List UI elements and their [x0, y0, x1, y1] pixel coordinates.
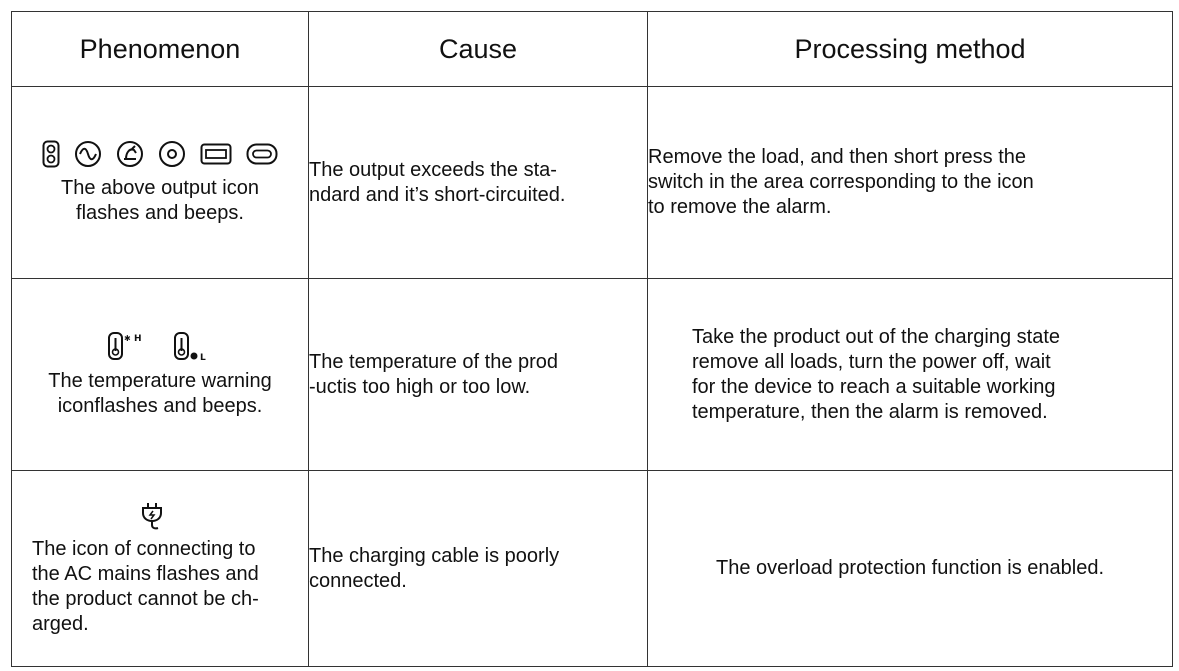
- table-row: [12, 279, 1173, 471]
- phenomenon-line: The icon of connecting to: [32, 537, 256, 560]
- cause-cell: [309, 279, 648, 471]
- cause-line: ndard and it’s short-circuited.: [309, 183, 566, 206]
- cause-line: The temperature of the prod: [309, 350, 559, 373]
- method-line: The overload protection function is enabled.: [715, 557, 1105, 579]
- output-icons: [12, 140, 308, 168]
- phenomenon-cell: [12, 471, 309, 667]
- table-header-row: [12, 12, 1173, 87]
- method-line: to remove the alarm.: [648, 196, 832, 218]
- phenomenon-line: The temperature warning: [48, 369, 272, 392]
- high-label: H: [134, 333, 142, 344]
- usb-c-icon: [246, 143, 278, 165]
- phenomenon-cell: [12, 87, 309, 279]
- cause-line: -uctis too high or too low.: [309, 375, 531, 398]
- usb-a-icon: [200, 143, 232, 165]
- header-cause: Cause: [309, 12, 648, 87]
- table-row: [12, 87, 1173, 279]
- method-cell: [648, 279, 1173, 471]
- ac-plug-icon: [140, 501, 164, 531]
- phenomenon-line: the product cannot be ch-: [32, 587, 259, 610]
- method-line: temperature, then the alarm is removed.: [692, 400, 1048, 423]
- phenomenon-line: flashes and beeps.: [76, 201, 244, 224]
- header-method: Processing method: [648, 12, 1173, 87]
- cause-line: connected.: [309, 569, 407, 592]
- low-label: L: [200, 352, 206, 361]
- method-cell: [648, 87, 1173, 279]
- car-charger-icon: [116, 140, 144, 168]
- phenomenon-line: iconflashes and beeps.: [57, 394, 263, 417]
- method-line: remove all loads, turn the power off, wait: [692, 350, 1051, 373]
- thermometer-low-icon: [173, 331, 213, 361]
- table-row: [12, 471, 1173, 667]
- ac-icon-wrap: [32, 501, 302, 531]
- method-line: Remove the load, and then short press the: [648, 146, 1027, 168]
- cause-line: The output exceeds the sta-: [309, 158, 557, 181]
- header-phenomenon: Phenomenon: [12, 12, 309, 87]
- thermometer-high-icon: [107, 331, 151, 361]
- dc-port-icon: [158, 140, 186, 168]
- ac-sine-icon: [74, 140, 102, 168]
- method-line: for the device to reach a suitable working: [692, 375, 1056, 398]
- temperature-icons: [12, 331, 308, 361]
- ac-dc-socket-icon: [42, 140, 60, 168]
- cause-cell: [309, 471, 648, 667]
- phenomenon-line: the AC mains flashes and: [32, 562, 259, 585]
- method-line: Take the product out of the charging state: [692, 325, 1061, 348]
- cause-cell: [309, 87, 648, 279]
- method-cell: [648, 471, 1173, 667]
- svg-text:✱: ✱: [124, 333, 131, 343]
- phenomenon-cell: [12, 279, 309, 471]
- cause-line: The charging cable is poorly: [309, 544, 560, 567]
- phenomenon-line: arged.: [32, 612, 89, 635]
- troubleshooting-table: [11, 11, 1173, 667]
- phenomenon-line: The above output icon: [61, 176, 259, 199]
- method-line: switch in the area corresponding to the icon: [648, 171, 1034, 193]
